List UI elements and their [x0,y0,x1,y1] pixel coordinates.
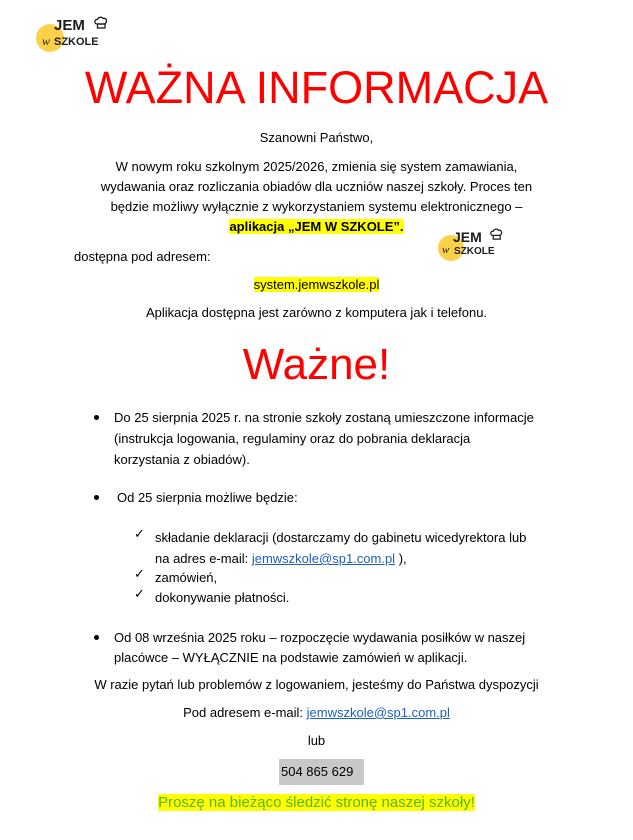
logo-word-bottom: SZKOLE [54,36,99,48]
important-heading: Ważne! [242,340,391,389]
bullet-dot [94,415,99,420]
check-icon: ✓ [134,567,145,582]
intro-line-3: będzie możliwy wyłącznie z wykorzystaniem systemu elektronicznego – [110,199,523,214]
email-suffix: ), [395,551,407,566]
logo-word-bottom: SZKOLE [454,246,495,257]
address-label: dostępna pod adresem: [74,249,211,264]
app-name-line [0,217,633,237]
contact-email-link[interactable]: jemwszkole@sp1.com.pl [306,705,450,720]
logo-word-top: JEM [453,229,482,245]
intro-line-2: wydawania oraz rozliczania obiadów dla uczniów naszej szkoły. Proces ten [100,179,533,194]
check-icon: ✓ [134,587,145,602]
phone-box [279,759,364,785]
bullet-3-line-2: placówce – WYŁĄCZNIE na podstawie zamówień w aplikacji. [114,650,468,665]
page-title: WAŻNA INFORMACJA [84,62,549,113]
bullet-dot [94,635,99,640]
address-url-line [0,275,633,295]
chef-hat-icon [490,228,503,241]
check-icon: ✓ [134,527,145,542]
bullet-dot [94,495,99,500]
logo-word-mid: w [42,34,51,48]
bullet-1-line-3: korzystania z obiadów). [114,452,250,467]
footer-text: Proszę na bieżąco śledzić stronę naszej szkoły! [158,794,475,811]
check-2: zamówień, [155,570,218,585]
greeting: Szanowni Państwo, [259,130,374,145]
bullet-2-line-1: Od 25 sierpnia możliwe będzie: [117,490,298,505]
or-text: lub [307,733,326,748]
check-1-line-2 [155,548,407,569]
logo-word-mid: w [442,244,450,256]
phone-number: 504 865 629 [281,764,354,779]
contact-prefix: Pod adresem e-mail: [183,705,307,720]
jem-w-szkole-logo [34,14,114,54]
email-link[interactable]: jemwszkole@sp1.com.pl [251,551,396,566]
questions-text: W razie pytań lub problemów z logowaniem, jesteśmy do Państwa dyspozycji [94,677,539,692]
check-1-line-1: składanie deklaracji (dostarczamy do gabinetu wicedyrektora lub [155,530,527,545]
footer-line [0,792,633,814]
app-name-highlight: aplikacja „JEM W SZKOLE”. [229,219,404,234]
bullet-1-line-1: Do 25 sierpnia 2025 r. na stronie szkoły zostaną umieszczone informacje [114,410,534,425]
check-3: dokonywanie płatności. [155,590,290,605]
logo-word-top: JEM [54,17,85,34]
chef-hat-icon [94,16,108,30]
contact-line [0,703,633,723]
jem-w-szkole-logo-small [436,228,516,268]
email-prefix: na adres e-mail: [155,551,252,566]
bullet-1-line-2: (instrukcja logowania, regulaminy oraz do pobrania deklaracja [114,431,471,446]
bullet-3-line-1: Od 08 września 2025 roku – rozpoczęcie wydawania posiłków w naszej [114,630,526,645]
intro-line-1: W nowym roku szkolnym 2025/2026, zmienia się system zamawiania, [115,159,518,174]
address-url[interactable]: system.jemwszkole.pl [253,277,380,292]
availability-text: Aplikacja dostępna jest zarówno z komputera jak i telefonu. [145,305,488,320]
